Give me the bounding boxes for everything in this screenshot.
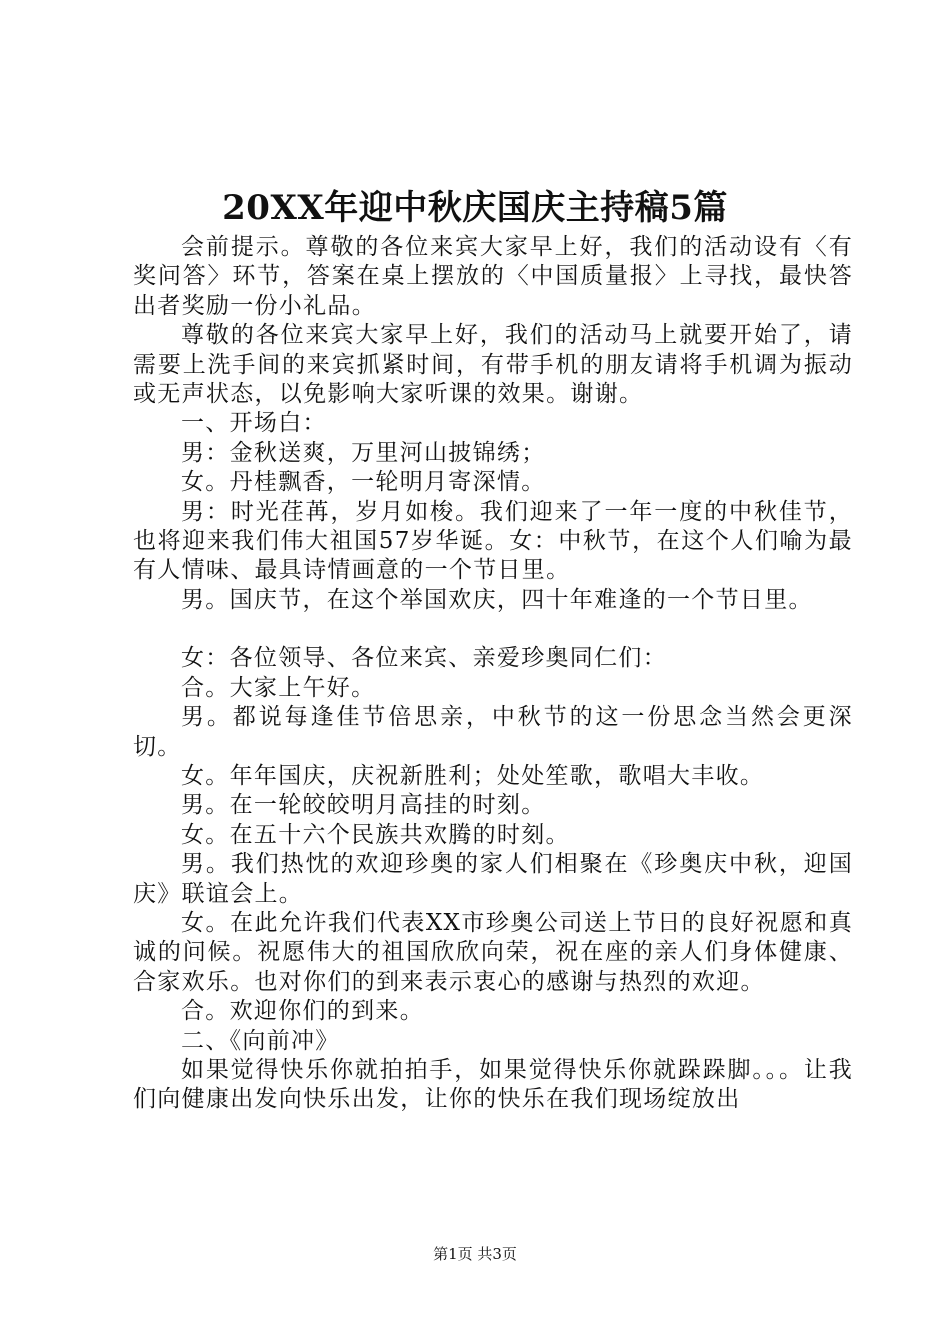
document-title: 20XX年迎中秋庆国庆主持稿5篇: [222, 188, 728, 228]
paragraph: 男：时光荏苒，岁月如梭。我们迎来了一年一度的中秋佳节，也将迎来我们伟大祖国57岁华诞。女：中秋节，在这个人们喻为最有人情味、最具诗情画意的一个节日里。: [133, 498, 853, 584]
paragraph: 女。在此允许我们代表XX市珍奥公司送上节日的良好祝愿和真诚的问候。祝愿伟大的祖国欣欣向荣，祝在座的亲人们身体健康、合家欢乐。也对你们的到来表示衷心的感谢与热烈的欢迎。: [133, 909, 853, 995]
paragraph: 女。丹桂飘香，一轮明月寄深情。: [181, 469, 546, 496]
paragraph: 男。都说每逢佳节倍思亲，中秋节的这一份思念当然会更深切。: [133, 704, 853, 760]
paragraph: 合。欢迎你们的到来。: [181, 998, 424, 1025]
paragraph: 男。在一轮皎皎明月高挂的时刻。: [181, 792, 546, 819]
section-heading: 一、开场白：: [181, 410, 327, 437]
paragraph: 男。我们热忱的欢迎珍奥的家人们相聚在《珍奥庆中秋，迎国庆》联谊会上。: [133, 851, 853, 907]
paragraph: 会前提示。尊敬的各位来宾大家早上好，我们的活动设有〈有奖问答〉环节，答案在桌上摆放的〈中国质量报〉上寻找，最快答出者奖励一份小礼品。: [133, 234, 853, 319]
paragraph: 尊敬的各位来宾大家早上好，我们的活动马上就要开始了，请需要上洗手间的来宾抓紧时间，有带手机的朋友请将手机调为振动或无声状态，以免影响大家听课的效果。谢谢。: [133, 322, 853, 408]
paragraph: 男。国庆节，在这个举国欢庆，四十年难逢的一个节日里。: [181, 586, 813, 613]
paragraph: 合。大家上午好。: [181, 674, 376, 701]
document-body: [133, 233, 853, 1115]
paragraph: 女。在五十六个民族共欢腾的时刻。: [181, 821, 570, 848]
paragraph: 女。年年国庆，庆祝新胜利；处处笙歌，歌唱大丰收。: [181, 762, 765, 789]
paragraph: 女：各位领导、各位来宾、亲爱珍奥同仁们：: [181, 645, 667, 672]
paragraph: 如果觉得快乐你就拍拍手，如果觉得快乐你就跺跺脚。。。让我们向健康出发向快乐出发，让你的快乐在我们现场绽放出: [133, 1056, 853, 1113]
page-footer: 第1页 共3页: [433, 1245, 517, 1263]
section-heading: 二、《向前冲》: [181, 1027, 340, 1054]
paragraph: 男：金秋送爽，万里河山披锦绣；: [181, 439, 546, 466]
